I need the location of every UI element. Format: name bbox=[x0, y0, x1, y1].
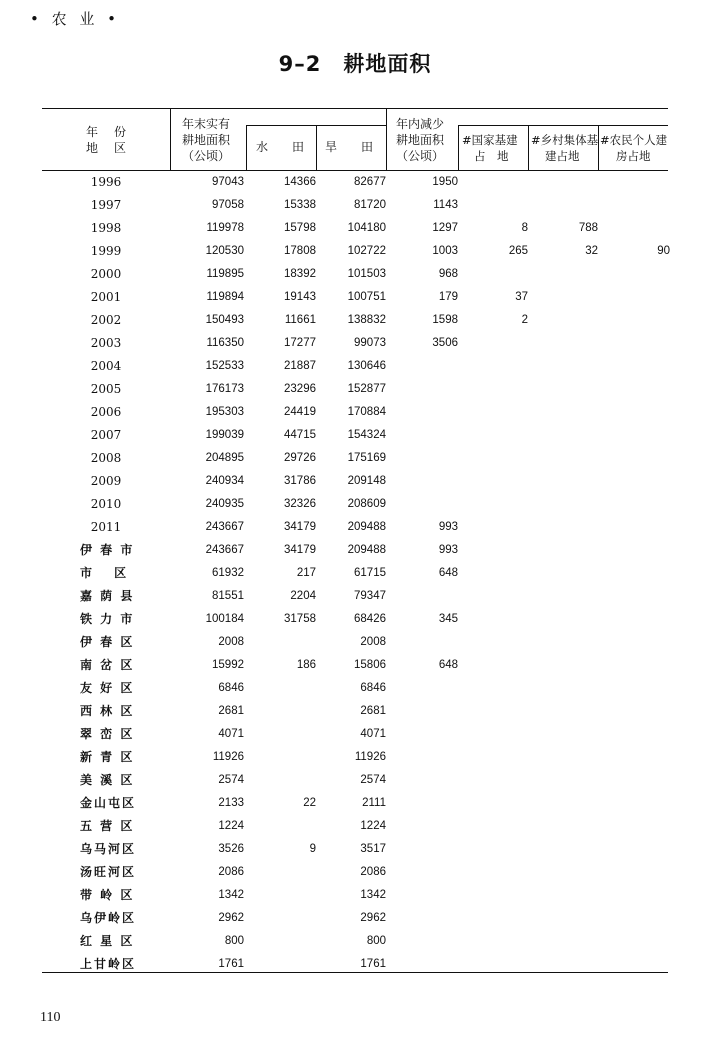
row-label: 1998 bbox=[90, 221, 122, 235]
cell-dry: 61715 bbox=[354, 567, 386, 579]
row-label: 金山屯区 bbox=[80, 796, 137, 810]
table-row bbox=[0, 470, 710, 493]
table-row bbox=[0, 815, 710, 838]
table-row bbox=[0, 447, 710, 470]
cell-paddy: 34179 bbox=[284, 544, 316, 556]
row-label: 2011 bbox=[90, 520, 122, 534]
cell-dry: 102722 bbox=[347, 245, 386, 257]
table-row bbox=[0, 493, 710, 516]
cell-year-end-total: 119978 bbox=[206, 222, 244, 234]
cell-dry: 209148 bbox=[347, 475, 386, 487]
cell-paddy: 186 bbox=[296, 659, 316, 671]
cell-paddy: 2204 bbox=[290, 590, 316, 602]
row-label: 2003 bbox=[90, 336, 122, 350]
header-farmer-housing bbox=[600, 132, 667, 164]
cell-paddy: 9 bbox=[309, 843, 316, 855]
table-row bbox=[0, 769, 710, 792]
row-label: 带 岭 区 bbox=[80, 888, 135, 902]
cell-dry: 130646 bbox=[347, 360, 386, 372]
header-divider bbox=[170, 109, 171, 170]
header-year-end-total bbox=[182, 116, 230, 164]
table-row bbox=[0, 309, 710, 332]
table-row bbox=[0, 723, 710, 746]
cell-paddy: 14366 bbox=[284, 176, 316, 188]
table-row bbox=[0, 401, 710, 424]
row-label: 翠 峦 区 bbox=[80, 727, 135, 741]
cell-state-construction: 8 bbox=[521, 222, 528, 234]
cell-year-end-total: 1224 bbox=[218, 820, 244, 832]
table-row bbox=[0, 792, 710, 815]
header-line: （公顷） bbox=[182, 149, 231, 163]
header-divider bbox=[598, 125, 599, 170]
cell-year-end-total: 150493 bbox=[205, 314, 244, 326]
cell-decrease-total: 1297 bbox=[432, 222, 458, 234]
cell-year-end-total: 2574 bbox=[218, 774, 244, 786]
table-row bbox=[0, 378, 710, 401]
table-row bbox=[0, 930, 710, 953]
cell-farmer-housing: 90 bbox=[657, 245, 670, 257]
row-label: 新 青 区 bbox=[80, 750, 135, 764]
cell-dry: 79347 bbox=[354, 590, 386, 602]
cell-year-end-total: 204895 bbox=[205, 452, 244, 464]
cell-decrease-total: 648 bbox=[438, 567, 458, 579]
cell-paddy: 217 bbox=[296, 567, 316, 579]
cell-year-end-total: 2086 bbox=[218, 866, 244, 878]
cell-year-end-total: 81551 bbox=[212, 590, 244, 602]
row-label: 南 岔 区 bbox=[80, 658, 135, 672]
cell-year-end-total: 6846 bbox=[218, 682, 244, 694]
cell-paddy: 31786 bbox=[284, 475, 316, 487]
table-row bbox=[0, 700, 710, 723]
row-label: 铁 力 市 bbox=[80, 612, 135, 626]
table-row bbox=[0, 631, 710, 654]
cell-dry: 68426 bbox=[354, 613, 386, 625]
cell-dry: 82677 bbox=[354, 176, 386, 188]
header-line: 年内减少 bbox=[396, 117, 445, 131]
cell-year-end-total: 800 bbox=[224, 935, 244, 947]
table-row bbox=[0, 585, 710, 608]
table-row bbox=[0, 953, 710, 976]
cell-year-end-total: 116350 bbox=[206, 337, 244, 349]
cell-year-end-total: 243667 bbox=[205, 544, 244, 556]
row-label: 1997 bbox=[90, 198, 122, 212]
cell-state-construction: 37 bbox=[515, 291, 528, 303]
row-label: 2005 bbox=[90, 382, 122, 396]
cell-dry: 138832 bbox=[347, 314, 386, 326]
header-year: 年 份 bbox=[86, 125, 129, 139]
table-row bbox=[0, 217, 710, 240]
cell-paddy: 22 bbox=[303, 797, 316, 809]
cell-year-end-total: 61932 bbox=[212, 567, 244, 579]
row-label: 上甘岭区 bbox=[80, 957, 137, 971]
cell-decrease-total: 993 bbox=[438, 544, 458, 556]
table-row bbox=[0, 654, 710, 677]
cell-paddy: 34179 bbox=[284, 521, 316, 533]
row-label: 嘉 荫 县 bbox=[80, 589, 135, 603]
row-label: 五 营 区 bbox=[80, 819, 135, 833]
cell-year-end-total: 199039 bbox=[205, 429, 244, 441]
cell-dry: 175169 bbox=[347, 452, 386, 464]
cell-township-collective: 788 bbox=[578, 222, 598, 234]
row-label: 2007 bbox=[90, 428, 122, 442]
row-label: 友 好 区 bbox=[80, 681, 135, 695]
header-divider bbox=[386, 109, 387, 170]
header-paddy: 水 田 bbox=[256, 140, 305, 154]
cell-state-construction: 2 bbox=[521, 314, 528, 326]
cell-dry: 2962 bbox=[360, 912, 386, 924]
cell-year-end-total: 1761 bbox=[218, 958, 244, 970]
header-line: 占 地 bbox=[474, 149, 509, 163]
header-line: 房占地 bbox=[616, 149, 651, 163]
table-row bbox=[0, 746, 710, 769]
cell-year-end-total: 97058 bbox=[212, 199, 244, 211]
cell-decrease-total: 1598 bbox=[432, 314, 458, 326]
table-row bbox=[0, 286, 710, 309]
table-row bbox=[0, 838, 710, 861]
cell-dry: 1342 bbox=[360, 889, 386, 901]
cell-year-end-total: 119895 bbox=[206, 268, 244, 280]
cell-year-end-total: 195303 bbox=[205, 406, 244, 418]
page-title: 9–2 耕地面积 bbox=[278, 52, 432, 76]
cell-year-end-total: 2133 bbox=[218, 797, 244, 809]
row-label: 2004 bbox=[90, 359, 122, 373]
header-dry: 旱 田 bbox=[325, 140, 374, 154]
cell-year-end-total: 2962 bbox=[218, 912, 244, 924]
cell-dry: 101503 bbox=[347, 268, 386, 280]
cell-year-end-total: 119894 bbox=[206, 291, 244, 303]
cell-dry: 11926 bbox=[354, 751, 386, 763]
cell-dry: 81720 bbox=[354, 199, 386, 211]
row-label: 2002 bbox=[90, 313, 122, 327]
header-section-tag: • 农 业 • bbox=[30, 10, 120, 28]
cell-paddy: 19143 bbox=[284, 291, 316, 303]
cell-year-end-total: 11926 bbox=[212, 751, 244, 763]
header-divider bbox=[246, 125, 247, 170]
header-subrule bbox=[458, 125, 668, 126]
cell-dry: 209488 bbox=[347, 521, 386, 533]
cell-year-end-total: 2681 bbox=[218, 705, 244, 717]
header-state-construction bbox=[462, 132, 518, 164]
cell-year-end-total: 2008 bbox=[218, 636, 244, 648]
row-label: 2001 bbox=[90, 290, 122, 304]
row-label: 2009 bbox=[90, 474, 122, 488]
cell-paddy: 17277 bbox=[284, 337, 316, 349]
header-label-column bbox=[86, 124, 128, 156]
cell-decrease-total: 1143 bbox=[433, 199, 458, 211]
table-row bbox=[0, 539, 710, 562]
cell-dry: 99073 bbox=[354, 337, 386, 349]
page-number: 110 bbox=[40, 1010, 61, 1025]
cell-year-end-total: 3526 bbox=[218, 843, 244, 855]
table-row bbox=[0, 355, 710, 378]
cell-year-end-total: 120530 bbox=[205, 245, 244, 257]
cell-dry: 3517 bbox=[360, 843, 386, 855]
header-line: 耕地面积 bbox=[396, 133, 445, 147]
cell-dry: 100751 bbox=[347, 291, 386, 303]
cell-decrease-total: 3506 bbox=[432, 337, 458, 349]
table-row bbox=[0, 608, 710, 631]
row-label: 乌伊岭区 bbox=[80, 911, 137, 925]
cell-dry: 1761 bbox=[360, 958, 386, 970]
cell-dry: 209488 bbox=[347, 544, 386, 556]
header-line: #乡村集体基 bbox=[531, 133, 599, 147]
header-line: （公顷） bbox=[396, 149, 445, 163]
cell-dry: 1224 bbox=[360, 820, 386, 832]
table-row bbox=[0, 171, 710, 194]
cell-decrease-total: 179 bbox=[438, 291, 458, 303]
cell-year-end-total: 15992 bbox=[212, 659, 244, 671]
cell-year-end-total: 152533 bbox=[205, 360, 244, 372]
header-township-collective bbox=[531, 132, 598, 164]
table-row bbox=[0, 861, 710, 884]
cell-paddy: 18392 bbox=[284, 268, 316, 280]
header-line: 年末实有 bbox=[182, 117, 231, 131]
table-row bbox=[0, 516, 710, 539]
cell-paddy: 24419 bbox=[284, 406, 316, 418]
header-subrule bbox=[246, 125, 386, 126]
header-line: 耕地面积 bbox=[182, 133, 231, 147]
cell-decrease-total: 648 bbox=[438, 659, 458, 671]
row-label: 1999 bbox=[90, 244, 122, 258]
row-label: 美 溪 区 bbox=[80, 773, 135, 787]
cell-decrease-total: 1003 bbox=[432, 245, 458, 257]
cell-year-end-total: 100184 bbox=[205, 613, 244, 625]
cell-paddy: 15798 bbox=[284, 222, 316, 234]
cell-year-end-total: 1342 bbox=[218, 889, 244, 901]
row-label: 汤旺河区 bbox=[80, 865, 137, 879]
cell-dry: 800 bbox=[366, 935, 386, 947]
cell-year-end-total: 176173 bbox=[205, 383, 244, 395]
header-line: #国家基建 bbox=[462, 133, 518, 147]
row-label: 西 林 区 bbox=[80, 704, 135, 718]
cell-dry: 170884 bbox=[347, 406, 386, 418]
row-label: 伊 春 区 bbox=[80, 635, 135, 649]
table-row bbox=[0, 240, 710, 263]
table-row bbox=[0, 424, 710, 447]
cell-state-construction: 265 bbox=[508, 245, 528, 257]
table-row bbox=[0, 332, 710, 355]
cell-year-end-total: 243667 bbox=[205, 521, 244, 533]
cell-year-end-total: 97043 bbox=[212, 176, 244, 188]
row-label: 2010 bbox=[90, 497, 122, 511]
header-divider bbox=[458, 125, 459, 170]
cell-dry: 2681 bbox=[360, 705, 386, 717]
cell-paddy: 23296 bbox=[284, 383, 316, 395]
row-label: 1996 bbox=[90, 175, 122, 189]
row-label: 2006 bbox=[90, 405, 122, 419]
header-line: 建占地 bbox=[545, 149, 580, 163]
cell-year-end-total: 240935 bbox=[205, 498, 244, 510]
cell-dry: 104180 bbox=[347, 222, 386, 234]
row-label: 2000 bbox=[90, 267, 122, 281]
cell-dry: 2086 bbox=[360, 866, 386, 878]
cell-year-end-total: 4071 bbox=[218, 728, 244, 740]
cell-dry: 15806 bbox=[354, 659, 386, 671]
cell-paddy: 17808 bbox=[284, 245, 316, 257]
cell-decrease-total: 1950 bbox=[432, 176, 458, 188]
cell-paddy: 31758 bbox=[284, 613, 316, 625]
table-top-rule bbox=[42, 108, 668, 109]
cell-paddy: 29726 bbox=[284, 452, 316, 464]
header-decrease-total bbox=[396, 116, 444, 164]
table-row bbox=[0, 907, 710, 930]
row-label: 市 区 bbox=[80, 566, 129, 580]
cell-paddy: 15338 bbox=[284, 199, 316, 211]
cell-dry: 154324 bbox=[347, 429, 386, 441]
cell-paddy: 44715 bbox=[284, 429, 316, 441]
header-line: #农民个人建 bbox=[600, 133, 668, 147]
cell-year-end-total: 240934 bbox=[205, 475, 244, 487]
table-row bbox=[0, 263, 710, 286]
cell-dry: 152877 bbox=[347, 383, 386, 395]
cell-dry: 4071 bbox=[360, 728, 386, 740]
row-label: 2008 bbox=[90, 451, 122, 465]
header-divider bbox=[528, 125, 529, 170]
table-row bbox=[0, 194, 710, 217]
row-label: 红 星 区 bbox=[80, 934, 135, 948]
cell-dry: 6846 bbox=[360, 682, 386, 694]
cell-dry: 2008 bbox=[360, 636, 386, 648]
table-row bbox=[0, 562, 710, 585]
table-row bbox=[0, 884, 710, 907]
cell-decrease-total: 993 bbox=[438, 521, 458, 533]
table-row bbox=[0, 677, 710, 700]
cell-paddy: 32326 bbox=[284, 498, 316, 510]
cell-paddy: 11661 bbox=[284, 314, 316, 326]
cell-dry: 208609 bbox=[347, 498, 386, 510]
row-label: 伊 春 市 bbox=[80, 543, 135, 557]
cell-paddy: 21887 bbox=[284, 360, 316, 372]
cell-township-collective: 32 bbox=[585, 245, 598, 257]
header-divider bbox=[316, 125, 317, 170]
cell-decrease-total: 968 bbox=[438, 268, 458, 280]
header-region: 地 区 bbox=[86, 141, 129, 155]
cell-decrease-total: 345 bbox=[438, 613, 458, 625]
cell-dry: 2574 bbox=[360, 774, 386, 786]
row-label: 乌马河区 bbox=[80, 842, 137, 856]
cell-dry: 2111 bbox=[362, 797, 386, 809]
